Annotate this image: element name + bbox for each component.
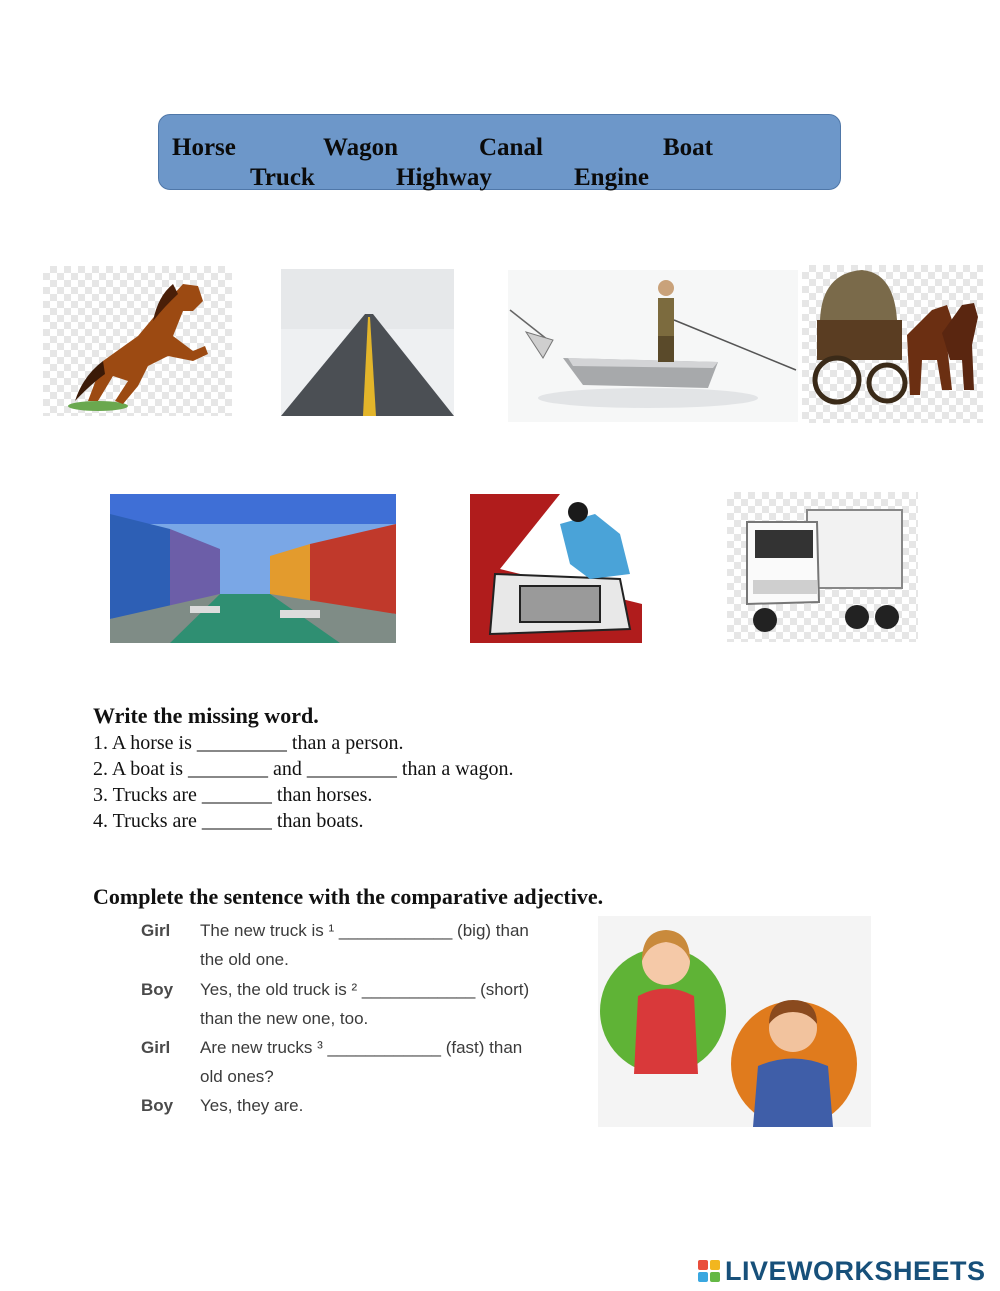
horse-icon xyxy=(43,266,232,416)
word-bank-item: Canal xyxy=(479,134,543,161)
exercise1-line: 1. A horse is _________ than a person. xyxy=(93,732,404,754)
word-bank-item: Engine xyxy=(574,164,650,191)
children-icon xyxy=(598,916,871,1127)
exercise1-line: 4. Trucks are _______ than boats. xyxy=(93,810,364,832)
word-bank xyxy=(158,114,841,190)
truck-icon xyxy=(727,492,918,642)
dialogue-speaker: Girl xyxy=(141,1038,171,1057)
logo-badge-letter-l xyxy=(698,1260,708,1270)
highway-picture[interactable] xyxy=(281,269,454,416)
truck-picture[interactable] xyxy=(727,492,918,642)
boat-icon xyxy=(508,270,798,422)
engine-icon xyxy=(470,494,642,643)
exercise2-heading: Complete the sentence with the comparative adjective. xyxy=(93,884,604,909)
engine-picture[interactable] xyxy=(470,494,642,643)
dialogue-speaker: Girl xyxy=(141,921,171,940)
dialogue-text: Are new trucks ³ ____________ (fast) than xyxy=(200,1038,523,1057)
word-bank-item: Horse xyxy=(172,134,236,161)
exercise1-line: 2. A boat is ________ and _________ than a wagon. xyxy=(93,758,514,780)
logo-badge-letter-v xyxy=(698,1272,708,1282)
dialogue-speaker: Boy xyxy=(141,1096,174,1115)
word-bank-item: Wagon xyxy=(323,134,399,161)
dialogue-text: than the new one, too. xyxy=(200,1009,369,1028)
wagon-picture[interactable] xyxy=(802,265,983,423)
exercise1-heading: Write the missing word. xyxy=(93,703,319,728)
canal-picture[interactable] xyxy=(110,494,396,643)
dialogue-text: Yes, the old truck is ² ____________ (short) xyxy=(200,980,530,999)
dialogue-text: old ones? xyxy=(200,1067,274,1086)
highway-icon xyxy=(281,269,454,416)
exercise1-line: 3. Trucks are _______ than horses. xyxy=(93,784,373,806)
canal-icon xyxy=(110,494,396,643)
wagon-icon xyxy=(802,265,983,423)
dialogue-text: The new truck is ¹ ____________ (big) than xyxy=(200,921,529,940)
word-bank-item: Highway xyxy=(396,164,492,191)
word-bank-item: Truck xyxy=(250,164,315,191)
liveworksheets-logo[interactable] xyxy=(698,1256,994,1286)
logo-badge-letter-e xyxy=(710,1272,720,1282)
boat-picture[interactable] xyxy=(508,270,798,422)
logo-text: LIVEWORKSHEETS xyxy=(725,1256,986,1286)
logo-badge-letter-i xyxy=(710,1260,720,1270)
dialogue-speaker: Boy xyxy=(141,980,174,999)
children-picture xyxy=(598,916,871,1127)
dialogue-text: the old one. xyxy=(200,950,289,969)
word-bank-item: Boat xyxy=(663,134,713,161)
horse-picture[interactable] xyxy=(43,266,232,416)
dialogue-text: Yes, they are. xyxy=(200,1096,304,1115)
